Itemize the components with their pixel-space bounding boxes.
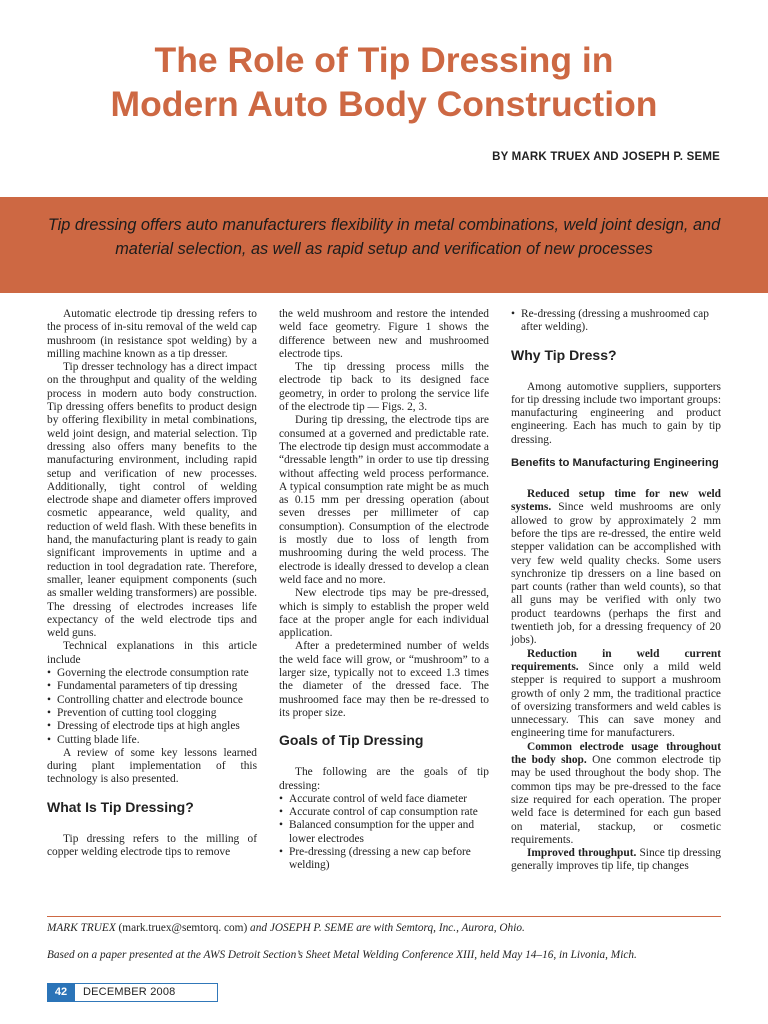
bullet-list [279,793,489,873]
run-in-heading: Reduction in weld current requirements. [511,647,721,673]
author-email: (mark.truex@semtorq. com) [115,922,251,934]
paragraph [511,847,721,874]
article-title [0,38,768,126]
list-item: • Accurate control of weld face diameter [279,793,489,806]
page-number: 42 [47,983,75,1002]
paragraph: The following are the goals of tip dressing: [279,766,489,792]
author-names: MARK TRUEX [47,922,116,934]
conference-note: Based on a paper presented at the AWS Detroit Section’s Sheet Metal Welding Conference XIII, held May 14–16, in Livonia, Mich. [47,949,637,961]
paragraph-text: Since weld mushrooms are only allowed to grow by approximately 2 mm before the tips are re-dressed, the entire weld stepper validation can be accomplished with very few weld quality checks. Some users synchronize tip dressers on a line based on part counts (rather than weld counts), so that all guns may be verified with only two product teardowns (perhaps the first and twentieth job, for a dressing frequency of 20 jobs). [511,501,721,647]
paragraph: New electrode tips may be pre-dressed, which is simply to establish the proper weld face at the proper angle for each individual application. [279,587,489,640]
column-2 [279,308,489,873]
paragraph [511,488,721,648]
paragraph [511,741,721,847]
section-heading: Why Tip Dress? [511,346,617,363]
column-1 [47,308,257,859]
paragraph: The tip dressing process mills the electrode tip back to its designed face geometry, in order to prolong the service life of the electrode tip — Figs. 2, 3. [279,361,489,414]
paragraph: After a predetermined number of welds the weld face will grow, or “mushroom” to a larger size, typically not to exceed 1.3 times the diameter of the dressed face. The mushroomed face may then be re-dressed to its proper size. [279,640,489,719]
paragraph: Among automotive suppliers, supporters for tip dressing include two important groups: manufacturing engineering and product engineering. Each has much to gain by tip dressing. [511,380,721,446]
title-line-2: Modern Auto Body Construction [110,84,658,124]
byline: BY MARK TRUEX AND JOSEPH P. SEME [492,151,720,163]
bullet-list [511,308,721,335]
list-item: • Re-dressing (dressing a mushroomed cap after welding). [511,308,721,335]
list-item: • Controlling chatter and electrode bounce [47,694,257,707]
paragraph: Tip dresser technology has a direct impact on the throughput and quality of the welding process in modern auto body construction. Tip dressing offers benefits to product design by offering flexibility in metal combinations, weld joint design, and material selection. Tip dressing also offers many benefits to the manufacturing environment, including rapid setup and verification of new processes. Additionally, tight control of welding electrode shape and diameter offers improved cosmetic appearance, weld quality, and reduction of weld flash. With these benefits in hand, the manufacturing plant is ready to gain significant improvements in uptime and a reduction in tool degradation rate. Therefore, smaller, leaner equipment components (such as smaller welding transformers) are possible. The dressing of electrodes increases life expectancy of the weld electrode tips and weld guns. [47,361,258,640]
paragraph: During tip dressing, the electrode tips are consumed at a governed and predictable rate. The electrode tip design must accommodate a “dressable length” in order to use tip dressing without affecting weld process performance. A typical consumption rate might be as much as 0.15 mm per dressing operation (about seven dresses per millimeter of cap consumption). Consumption of the electrode is mostly due to loss of length from mushrooming during the weld process. The electrode is ideally dressed to develop a clean weld face and no more. [279,414,489,586]
list-item: • Dressing of electrode tips at high angles [47,720,257,733]
run-in-heading: Improved throughput. [527,847,637,860]
bullet-list [47,667,257,747]
list-item: • Pre-dressing (dressing a new cap before welding) [279,846,489,873]
column-3 [511,308,721,874]
footer-rule [47,916,721,917]
author-note [47,922,747,934]
paragraph-text: One common electrode tip may be used throughout the body shop. The common tips may be pre-dressed to the face size required for each operation. The proper weld face is determined for each gun based on material, stackup, or cosmetic requirements. [511,754,721,846]
paragraph: A review of some key lessons learned during plant implementation of this technology is also presented. [47,746,257,786]
issue-date: DECEMBER 2008 [83,986,176,998]
paragraph [511,648,721,741]
subsection-heading: Benefits to Manufacturing Engineering [511,457,719,470]
paragraph: Automatic electrode tip dressing refers to the process of in-situ removal of the weld cap mushroom (in resistance spot welding) by a milling machine known as a tip dresser. [47,308,257,360]
list-item: • Balanced consumption for the upper and lower electrodes [279,819,489,846]
deck-text: Tip dressing offers auto manufacturers flexibility in metal combinations, weld joint design, and material selection, as well as rapid setup and verification of new processes [47,216,721,258]
list-item: • Governing the electrode consumption rate [47,667,257,680]
section-heading: Goals of Tip Dressing [279,732,424,749]
paragraph: Tip dressing refers to the milling of copper welding electrode tips to remove [47,832,257,858]
paragraph-text: Since only a mild weld stepper is required to support a mushroom growth of only 2 mm, the traditional practice of oversizing transformers and weld cables is unnecessary. This can save money and engineering time for manufacturers. [511,660,721,740]
list-item: • Prevention of cutting tool clogging [47,707,257,720]
run-in-heading: Common electrode usage throughout the body shop. [511,740,721,767]
paragraph-text: Since tip dressing generally improves tip life, tip changes [511,847,721,873]
title-line-1: The Role of Tip Dressing in [154,40,614,80]
author-affiliation: and JOSEPH P. SEME are with Semtorq, Inc., Aurora, Ohio. [250,922,525,934]
list-item: • Fundamental parameters of tip dressing [47,680,257,693]
list-item: • Cutting blade life. [47,734,257,747]
paragraph: Technical explanations in this article include [47,640,257,666]
section-heading: What Is Tip Dressing? [47,798,194,815]
run-in-heading: Reduced setup time for new weld systems. [511,488,721,514]
list-item: • Accurate control of cap consumption rate [279,806,489,819]
paragraph: the weld mushroom and restore the intended weld face geometry. Figure 1 shows the difference between new and mushroomed electrode tips. [279,308,489,360]
